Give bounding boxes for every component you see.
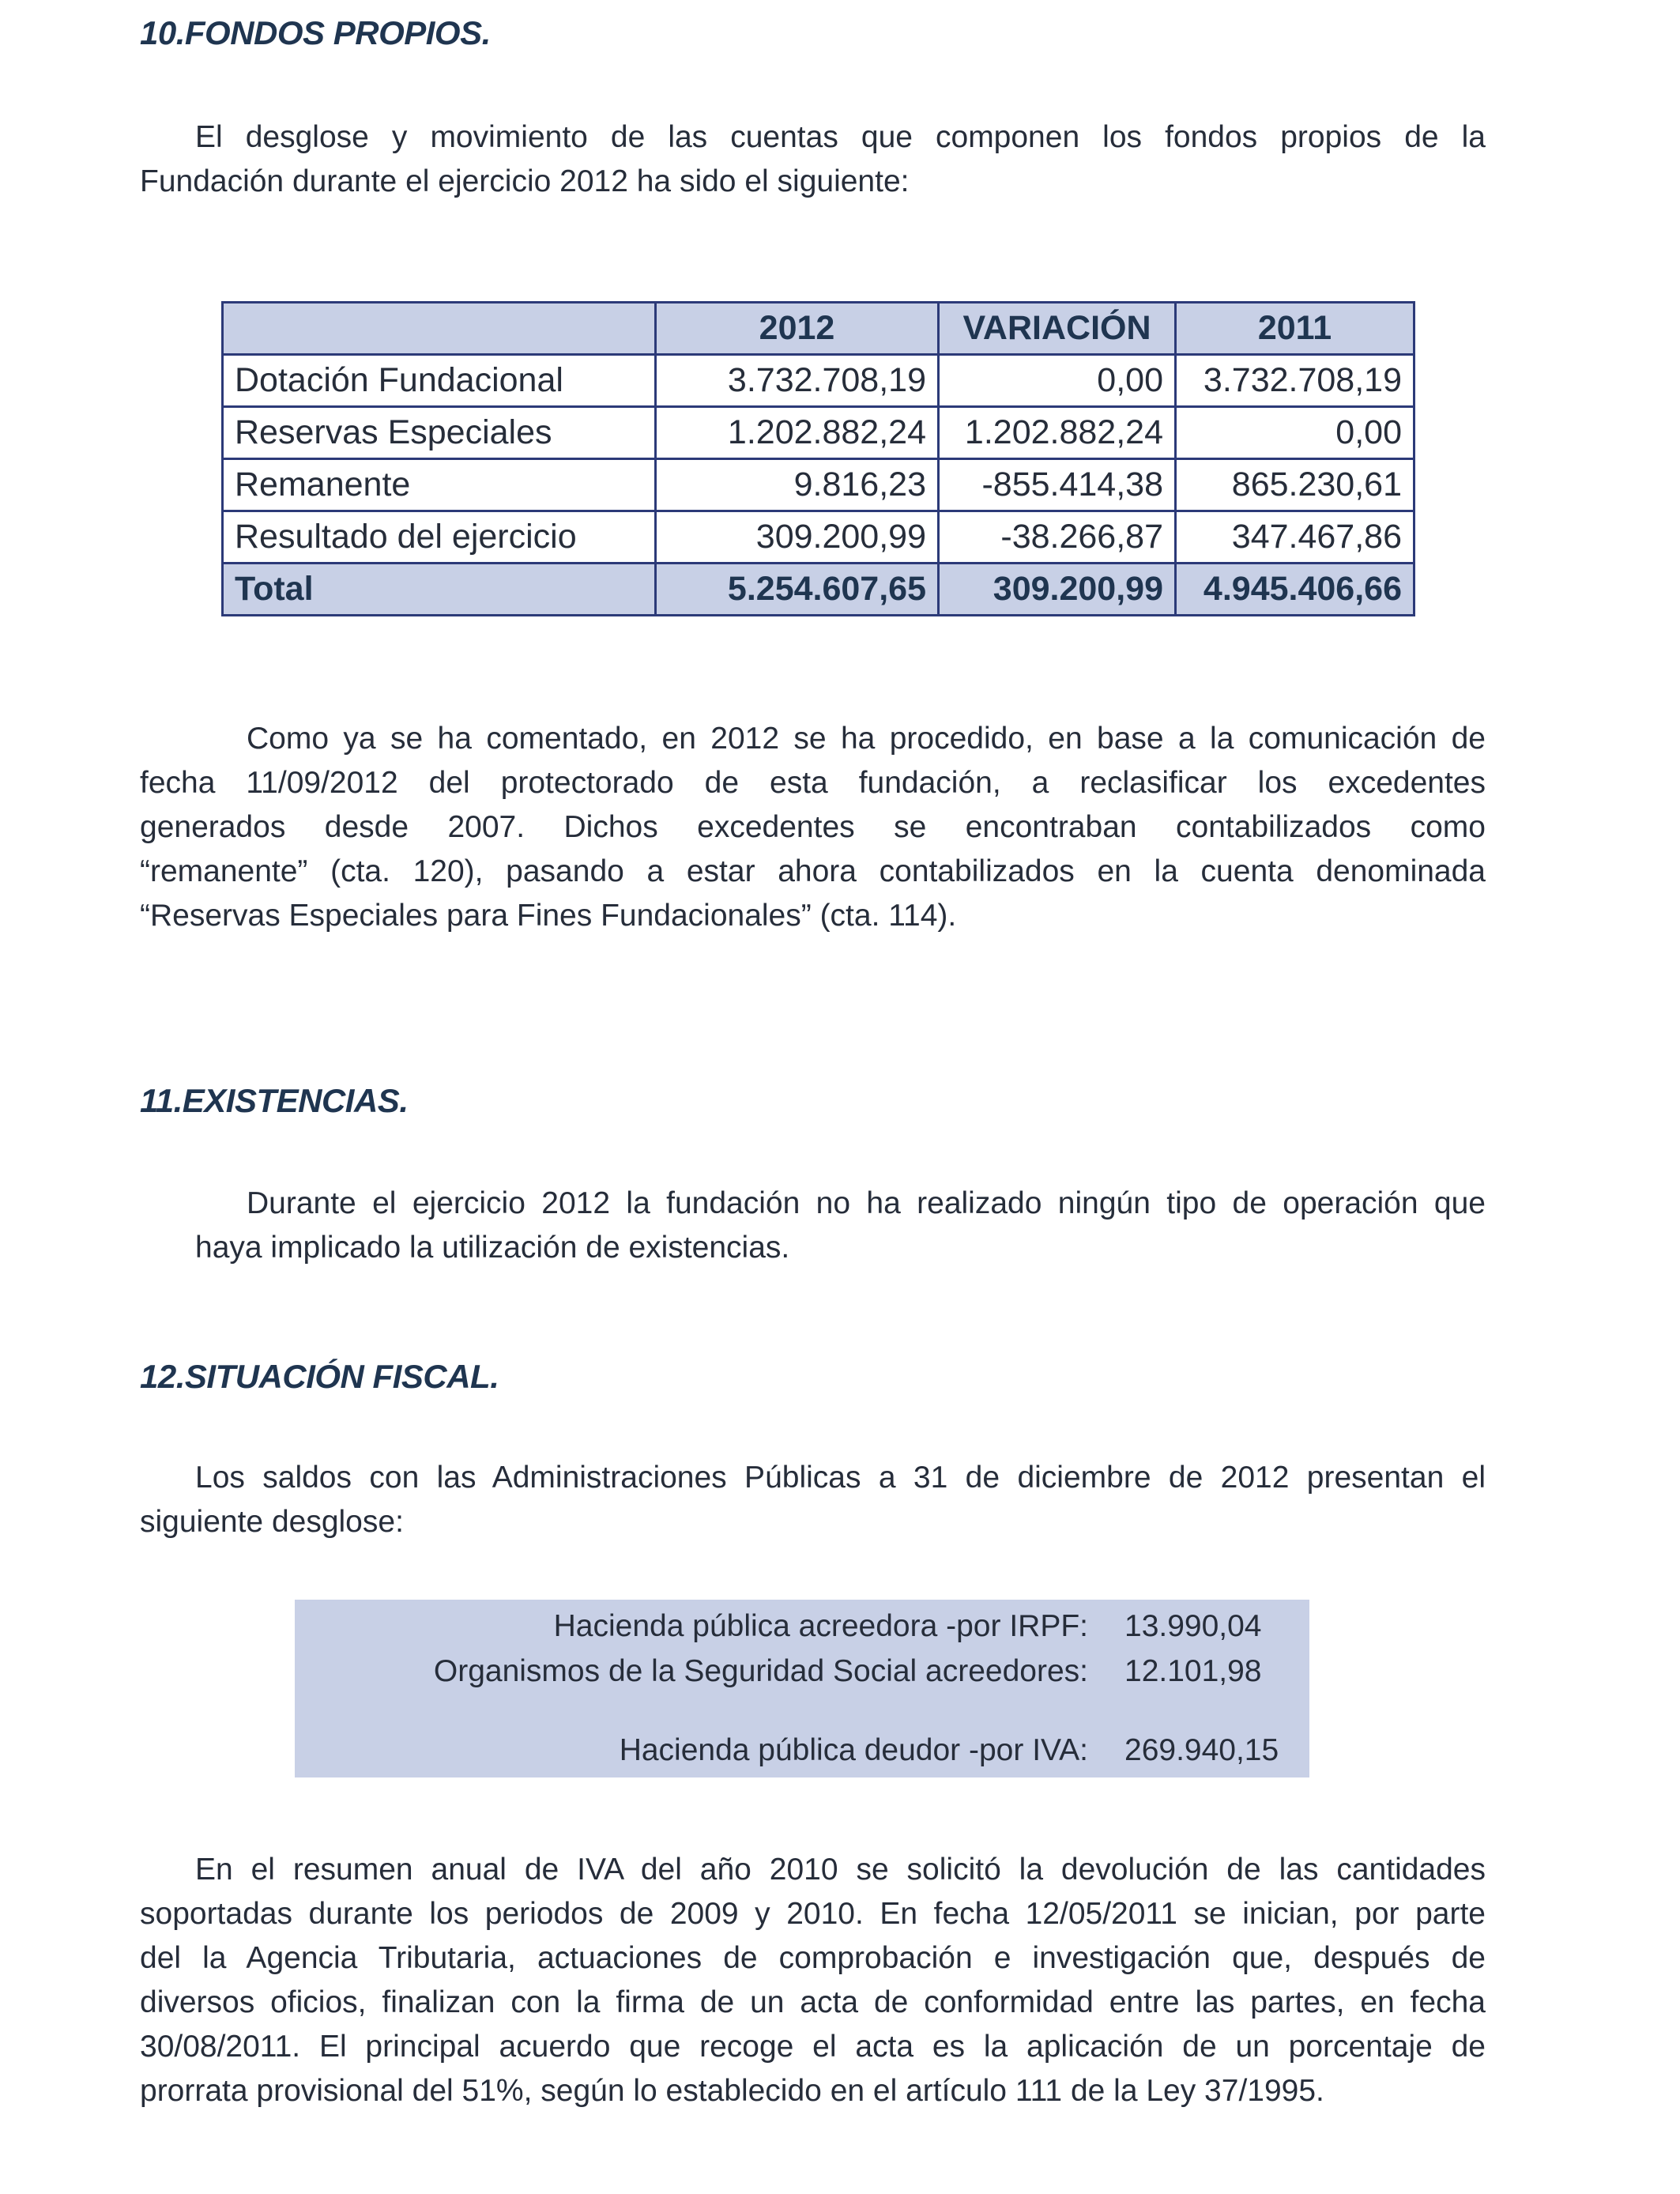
table-header: 2011	[1176, 303, 1414, 355]
fiscal-balances-box	[295, 1600, 1309, 1777]
text-line: soportadas durante los periodos de 2009 y 2010. En fecha 12/05/2011 se inician, por parte	[140, 1897, 1486, 1931]
text-line: del la Agencia Tributaria, actuaciones de comprobación e investigación que, después de	[140, 1941, 1486, 1975]
table-row	[223, 459, 1414, 511]
text-line: “Reservas Especiales para Fines Fundacionales” (cta. 114).	[140, 899, 957, 933]
total-variacion: 309.200,99	[939, 564, 1176, 616]
total-2011: 4.945.406,66	[1176, 564, 1414, 616]
table-row	[223, 511, 1414, 564]
balance-value: 12.101,98	[1124, 1654, 1262, 1688]
section-10-comment	[140, 717, 1486, 938]
table-header	[223, 303, 656, 355]
balance-row	[295, 1654, 1309, 1694]
cell-variacion: 1.202.882,24	[939, 407, 1176, 459]
balance-label: Organismos de la Seguridad Social acreedores:	[433, 1654, 1088, 1688]
text-line: “remanente” (cta. 120), pasando a estar ahora contabilizados en la cuenta denominada	[140, 854, 1486, 888]
text-line: fecha 11/09/2012 del protectorado de esta fundación, a reclasificar los excedentes	[140, 766, 1486, 800]
balance-row	[295, 1733, 1309, 1773]
balance-value: 269.940,15	[1124, 1733, 1279, 1767]
text-line: prorrata provisional del 51%, según lo establecido en el artículo 111 de la Ley 37/1995.	[140, 2074, 1324, 2108]
balance-row	[295, 1609, 1309, 1649]
section-10-intro	[140, 115, 1486, 204]
cell-2012: 1.202.882,24	[656, 407, 939, 459]
section-12-intro	[140, 1456, 1486, 1544]
text-line: 30/08/2011. El principal acuerdo que recoge el acta es la aplicación de un porcentaje de	[140, 2030, 1486, 2064]
text-line: Los saldos con las Administraciones Públicas a 31 de diciembre de 2012 presentan el	[195, 1461, 1486, 1495]
text-line: siguiente desglose:	[140, 1505, 404, 1539]
section-11-text	[195, 1182, 1486, 1270]
total-2012: 5.254.607,65	[656, 564, 939, 616]
equity-table	[221, 301, 1415, 616]
balance-label: Hacienda pública acreedora -por IRPF:	[553, 1609, 1088, 1643]
text-line: Durante el ejercicio 2012 la fundación no ha realizado ningún tipo de operación que	[247, 1186, 1486, 1220]
cell-2011: 0,00	[1176, 407, 1414, 459]
text-line: diversos oficios, finalizan con la firma de un acta de conformidad entre las partes, en fecha	[140, 1985, 1486, 2019]
section-11-heading: 11.EXISTENCIAS.	[140, 1082, 409, 1119]
section-12-text	[140, 1848, 1486, 2113]
text-line: En el resumen anual de IVA del año 2010 se solicitó la devolución de las cantidades	[195, 1853, 1486, 1887]
table-row	[223, 407, 1414, 459]
text-line: haya implicado la utilización de existencias.	[195, 1231, 790, 1265]
cell-variacion: 0,00	[939, 355, 1176, 407]
table-header-row	[223, 303, 1414, 355]
table-total-row	[223, 564, 1414, 616]
row-label: Resultado del ejercicio	[223, 511, 656, 564]
total-label: Total	[223, 564, 656, 616]
cell-2011: 865.230,61	[1176, 459, 1414, 511]
cell-2012: 309.200,99	[656, 511, 939, 564]
section-12-heading: 12.SITUACIÓN FISCAL.	[140, 1358, 499, 1395]
cell-2012: 3.732.708,19	[656, 355, 939, 407]
text-line: El desglose y movimiento de las cuentas que componen los fondos propios de la	[195, 120, 1486, 154]
table-header: 2012	[656, 303, 939, 355]
cell-variacion: -855.414,38	[939, 459, 1176, 511]
cell-2011: 347.467,86	[1176, 511, 1414, 564]
row-label: Dotación Fundacional	[223, 355, 656, 407]
balance-value: 13.990,04	[1124, 1609, 1262, 1643]
table-row	[223, 355, 1414, 407]
text-line: generados desde 2007. Dichos excedentes se encontraban contabilizados como	[140, 810, 1486, 844]
row-label: Remanente	[223, 459, 656, 511]
section-10-heading: 10.FONDOS PROPIOS.	[140, 14, 491, 51]
text-line: Fundación durante el ejercicio 2012 ha sido el siguiente:	[140, 164, 910, 198]
cell-2012: 9.816,23	[656, 459, 939, 511]
row-label: Reservas Especiales	[223, 407, 656, 459]
cell-2011: 3.732.708,19	[1176, 355, 1414, 407]
balance-label: Hacienda pública deudor -por IVA:	[619, 1733, 1088, 1767]
cell-variacion: -38.266,87	[939, 511, 1176, 564]
table-header: VARIACIÓN	[939, 303, 1176, 355]
text-line: Como ya se ha comentado, en 2012 se ha procedido, en base a la comunicación de	[247, 722, 1486, 756]
